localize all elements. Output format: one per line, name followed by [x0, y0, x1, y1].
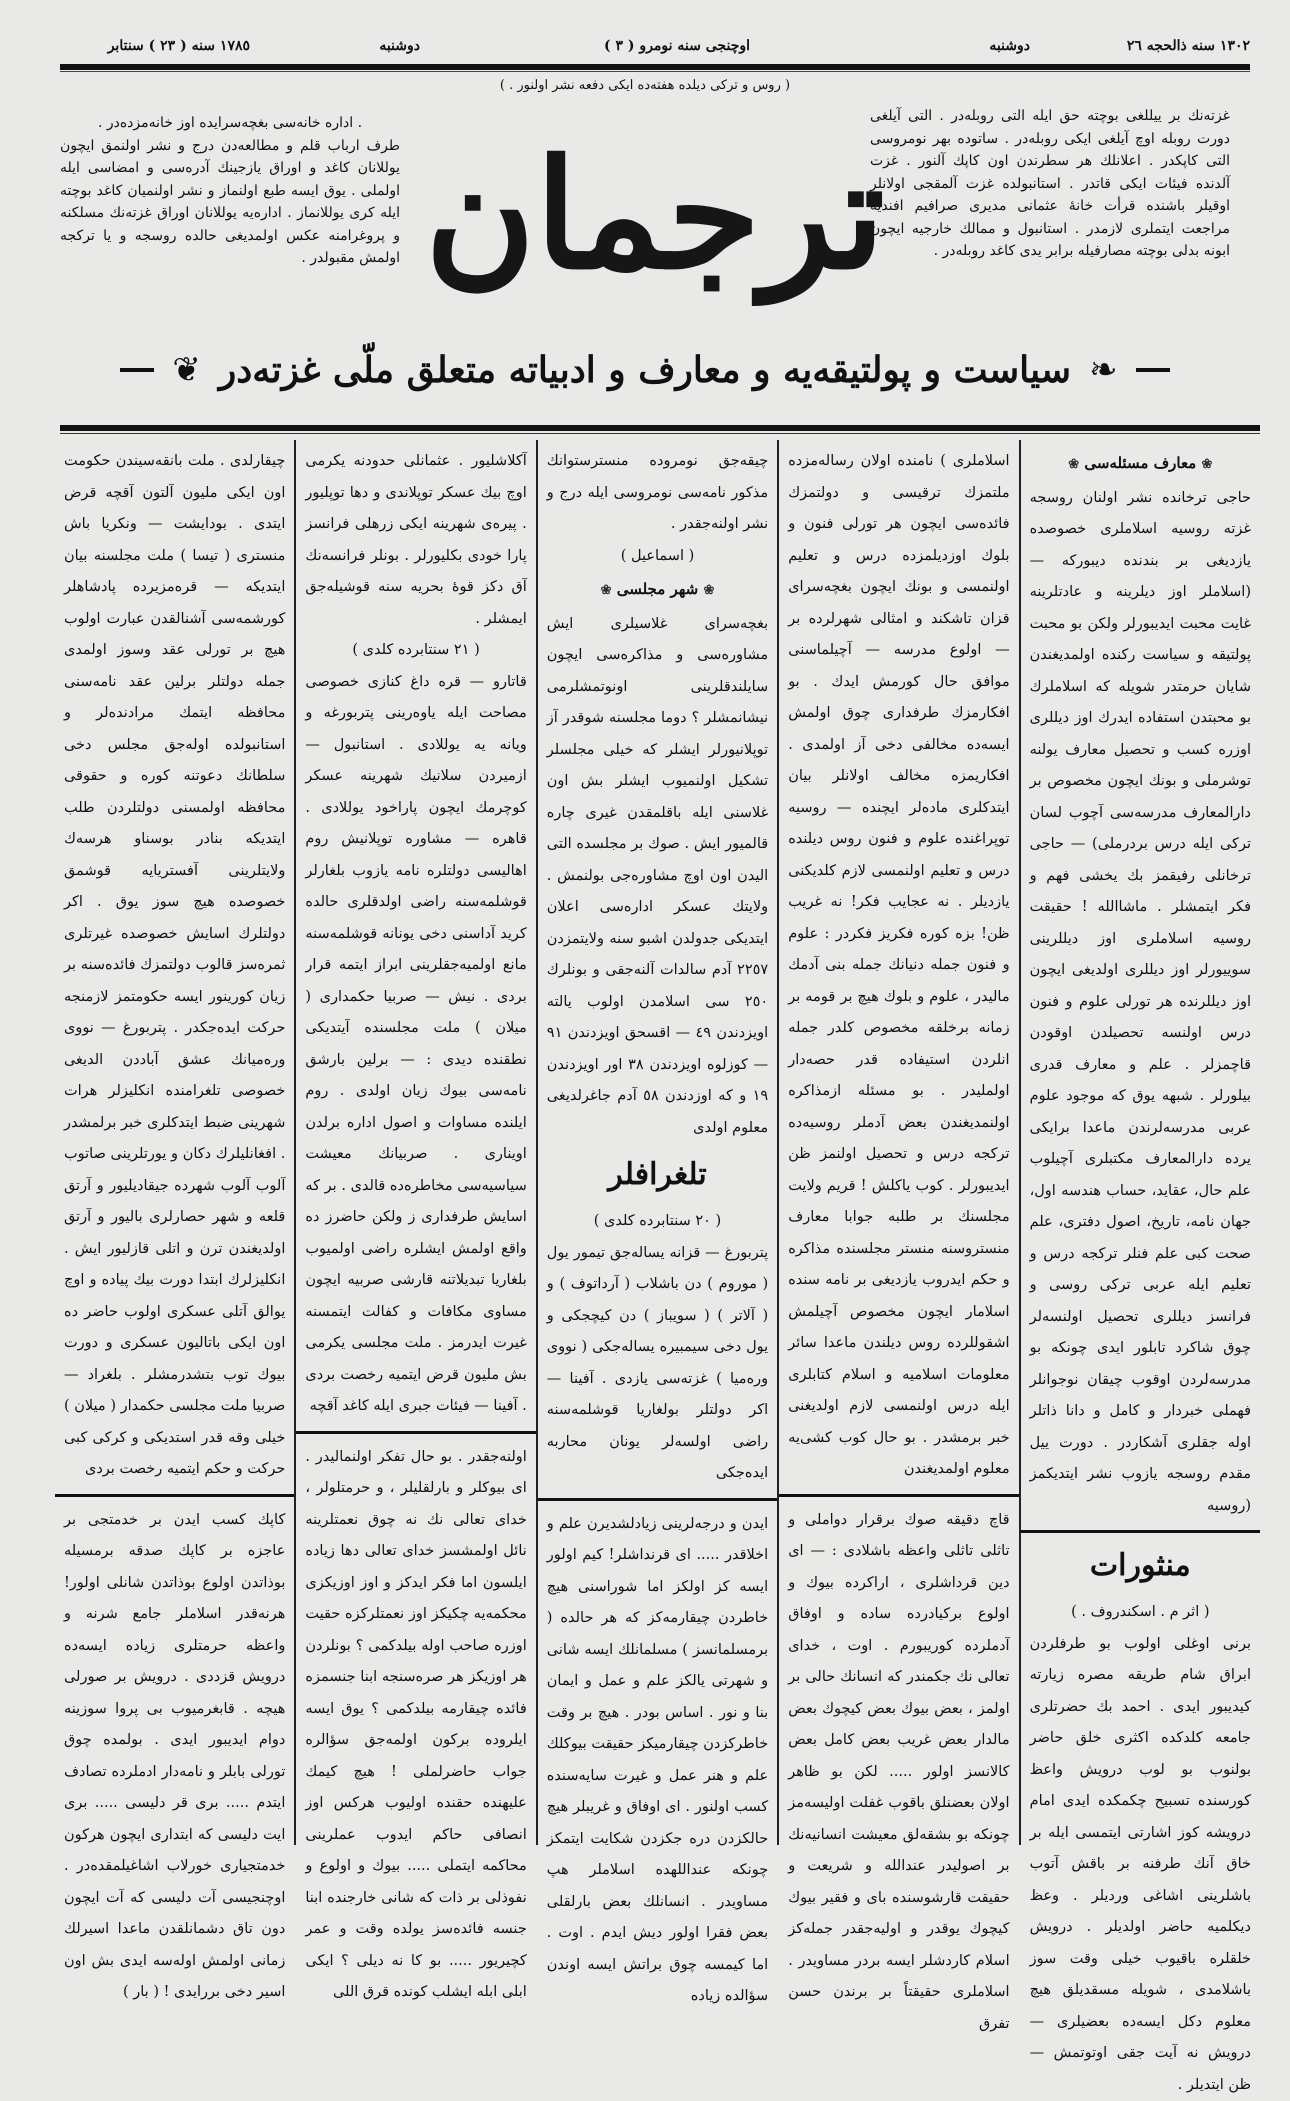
heading-text: معارف مسئله‌سی	[1084, 454, 1196, 472]
issue-number: اوچنجی سنه نومرو ( ٣ )	[604, 38, 750, 54]
column-2	[777, 440, 1018, 1845]
article-body: کاپك کسب ایدن بر خدمتجی بر عاجزه بر کاپك صدقه برمسیله بوذاتدن اولوع بوذاتدن شانلی اولور! هرنه‌قدر اسلاملر جامع شرنه و واعظه حرمتلری زیاده ایسه‌ده درویش قزددی . درویش بر صورلی هیچه . قابغرمیوب بی پروا سوزینه دوام ایدیبور ایدی . بولمده چوق تورلی بابلر و نامه‌دار ادملرده تصادف ایتدم ..... بری قر دلیسی ..... بری ایت دلیسی که ابتداری ایچون هرکون خدمتجیاری خورلاب اشاغیلمقده‌در . اوچنجیسی آت دلیسی که آت ایچون دون تاق دشمانلقدن ماعدا اسیرلك زمانی اولمش اوله‌سه ایدی بش اون اسیر دخی بررایدی ! ( بار )	[64, 1505, 285, 2009]
heading-text: شهر مجلسی	[617, 580, 699, 598]
ornament-bar-right	[1136, 368, 1170, 372]
weekday-right: دوشنبه	[989, 38, 1030, 54]
section-heading	[1030, 448, 1251, 481]
article-body: آکلاشلیور . عثمانلی حدودنه یکرمی اوچ بیك عسکر توپلاندی و دها توپلیور . پیره‌ی شهرینه ایکی زرهلی فرانسز پارا خودی بکلیورلر . بونلر فرانسه‌نك آق دکز قوهٔ بحریه سنه قوشیله‌جق ایمشلر .	[305, 446, 526, 635]
article-body: اولنه‌جقدر . بو حال تفکر اولنمالیدر . ای بیوکلر و بارلقلیلر ، و حرمتلولر ، خدای تعالی نك نه چوق نعمتلرینه نائل اولمشسز خدای تعالی دها زیاده ایلسون اما فکر ایدکز و اوز اوزیکزی محکمه‌یه چکیکز اوز نعمتلرکزه حقیت اوزره صاحب اوله بیلدکمی ؟ بونلردن هر اوزیکز هر صره‌سنجه ابنا جنسمزه فائده چیقارمه بیلدکمی ؟ یوق ایسه ایلروده برکون اولمه‌جق سؤالره جواب حاضرلملی ! هیچ کیمك علیهنده حقنده اولیوب هرکس اوز انصافی حاکم ایدوب عملرینی محاکمه ایتملی ..... بیوك و اولوع و نفوذلی بر ذات که شانی خارجنده ابنا جنسه فائده‌سز یولده وقت و عمر کچیریور ..... بو کا نه دیلی ؟ ایکی ابلی ابله ایشلب کونده قرق اللی	[305, 1442, 526, 2009]
article-body: بغچه‌سرای غلاسیلری ایش مشاوره‌سی و مذاکره‌سی ایچون سایلندقلرینی اونوتمشلرمی نیشانمشلر ؟ دوما مجلسنه شوقدر آز توپلانیورلر ایشلر که خیلی مجلسلر تشکیل اولنمیوب ایشلر بش اون غلاسنی ایله باقلمقدن غیری چاره قالمیور ایش . صوك بر مجلسده التی الیدن اون اوچ مشاوره‌جی بولنمش . ولایتك عسکر اداره‌سی اعلان ایتدیکی جدولدن اشبو سنه ولایتمزدن ٢٢٥٧ آدم سالدات آلنه‌جقی و بونلرك ٢٥٠ سی اسلامدن اولوب یالته اویزدندن ٤٩ — اقسحق اویزدندن ٩١ — کوزلوه اویزدندن ٣٨ اور اویزدندن ١٩ و که اوزدندن ٥٨ آدم جاغرلدیغی معلوم اولدی	[547, 609, 768, 1145]
article-body: چیقه‌جق نومروده منسترستوانك مذکور نامه‌سی نومروسی ایله درج و نشر اولنه‌جقدر .	[547, 446, 768, 541]
publication-note: ( روس و ترکی دیلده هفته‌ده ایکی دفعه نشر اولنور . )	[0, 78, 1290, 93]
article-body: برنی اوغلی اولوب بو طرفلردن ابراق شام طریقه مصره زیارته کیدیبور ایدی . احمد بك حضرتلری جامعه کلدکده اکثری خلق حاضر بولنوب بو لوب درویش واعظ کورسنده تسبیح چکمکده ایدی امام درویشه کوز اشارتی ایتمسی ایله بر خاق آنك طرفنه بر باقش آتوب باشلرینی اشاغی وردیلر . وعظ دیکلمیه حاضر اولدیلر . درویش خلقلره باقیوب خیلی وقت سوز باشلامدی ، شویله مسقدیلق هیچ معلوم دکل ایسه‌ده بعضیلری — درویش نه آیت جقی اوتوتمش — ظن ایتدیلر .	[1030, 1629, 1251, 2101]
office-address: . اداره خانه‌سی بغچه‌سرایده اوز خانه‌مزده‌در .	[60, 112, 400, 135]
column-divider	[55, 1494, 294, 1497]
article-body: قاچ دقیقه صوك برقرار دواملی و تاثلی تاثلی واعظه باشلادی : — ای دین قرداشلری ، اراکرده بیوك و اولوع برکیادرده ساده و اوفاق آدملرده کوریبورم . اوت ، خدای تعالی نك جکمندر که انسانك حالی بر اولمز ، بعض بیوك بعض کیچوك بعض مالدار بعض غریب بعض کامل بعض کالانسز اولور ..... لکن بو ظاهر اولان بعضنلق باقوب غفلت اولیسه‌مز چونکه بو بشقه‌لق معیشت انسانیه‌نك بر اصولیدر عندالله و شریعت و حقیقت قارشوسنده بای و فقیر بیوك کیچوك یوقدر و اولیه‌جقدر جمله‌کز اسلام کاردشلر ایسه بردر مساویدر . اسلاملری حقیقتاً بر برندن حسن تفرق	[788, 1505, 1009, 2041]
main-rule	[60, 425, 1260, 431]
column-3	[536, 440, 777, 1845]
newspaper-subtitle: سیاست و پولتیقه‌یه و معارف و ادبیاته متعلق ملّی غزته‌در	[219, 349, 1071, 391]
article-body: چیقارلدی . ملت بانقه‌سیندن حکومت اون ایکی ملیون آلتون آقچه قرض ایتدی . بودایشت — ونکریا باش منستری ( تیسا ) ملت مجلسنه بیان ایتدیکه — قره‌مزیرده پادشاهلر کورشمه‌سی آشنالقدن عبارت اولوب هیچ بر تورلی عقد وسوز اولمدی جمله دولتلر برلین عقد نامه‌سنی محافظه ایتمك مرادنده‌لر و استانبولده اوله‌جق مجلس دخی سلطانك دعوتنه کوره و حقوقی محافظه اولمسنی دولتلردن طلب ایتدیکه بنادر بوسناو هرسه‌ك ولایتلرینی آفستریایه قوشمق خصوصده هیچ سوز یوق . اکر دولتلرك اسایش خصوصده غیرتلری ثمره‌سز قالوب دولتمزك فائده‌سنه بر زیان کورینور ایسه حکومتمز لازمنجه حرکت ایده‌جکدر . پتربورغ — نووی وره‌میانك عشق آباددن الدیغی خصوصی تلغرامنده انکلیزلر هرات شهرینی ضبط ایتدکلری خبر برلمشدر . افغانلیلرك دکان و یورتلرینی صاتوب آلوب آلوب شهرده جیقادیلیور و آرتق قلعه و شهر حصارلری بالیور و آرتق اولدیغندن ترن و اتلی قازلیور ایش . انکلیزلرك ابتدا دورت بیك پیاده و اوچ یوالق آتلی عسکری اولوب حاضر ده اون ایکی باتالیون عسکری و دورت بیوك توب بتشدرمشلر . بلغراد — صربیا ملت مجلسی حکمدار ( میلان ) خیلی وقه قدر استدیکی و کرکی کبی حرکت و حکم ایتمیه رخصت بردی	[64, 446, 285, 1486]
header-left-notice	[60, 112, 400, 270]
column-divider	[779, 1494, 1018, 1497]
top-rule	[60, 64, 1250, 70]
telegrams-heading: تلغرافلر	[547, 1150, 768, 1200]
ornament-icon: ❀	[601, 583, 612, 598]
newspaper-title: ترجمان	[425, 140, 885, 290]
ornament-icon: ❀	[1068, 457, 1079, 472]
date-heading: ( ٢٠ سنتابرده کلدی )	[547, 1206, 768, 1238]
article-body: حاجی ترخانده نشر اولنان روسجه غزته روسیه اسلاملری خصوصده یازدیغی بر بندنده دیبورکه — (اسلاملر اوز دیلرینه و عادتلرینه غایت محبت ایدیبورلر ولکن بو محبت پولتیقه و سیاست رکنده اولمدیغندن شایان حرمتدر شویله که اسلاملرك بو محبتدن استفاده ایدرك اوز دیللری اوزره کسب و تحصیل معارف یولنه توشرملی و بونك ایچون مخصوص بر دارالمعارف مدرسه‌سی آچوب لسان ترکی ایله درس بردرملی) — حاجی ترخانلی رفیقمز بك یخشی فهم و فکر ایتمشلر . ماشاالله ! حقیقت روسیه اسلاملری اوز دیللرینی سوییورلر اوز دیللری اولدیغی ایچون اوز دیللرنده هر تورلی علوم و فنون درس اولنسه تحصیلدن اوقودن قاچمزلر . علم و معارف قدری بیلورلر . شبهه یوق که موجود علوم عربی مدرسه‌لرندن ماعدا برایکی یرده دارالمعارف مکتبلری آچیلوب علم حال، عقاید، حساب هندسه اول، جهان نامه، تاریخ، اصول دفتری، علم صحت کبی علم فنلر ترکجه درس و تعلیم ایله عربی ترکی روسی و فرانسز دیللری تحصیل اولنسه‌لر چوق شاکرد تابلور ایدی چونکه بو مدرسه‌لردن اوقوب چیقان نوجوانلر فهملی خبردار و کامل و دانا ذاتلر اوله جقلری آشکاردر . دورت ییل مقدم روسجه یازوب نشر ایتدیکمز (روسیه	[1030, 483, 1251, 1523]
submission-rules: طرف ارباب قلم و مطالعه‌دن درج و نشر اولنمق ایچون یوللانان کاغد و اوراق یازجینك آدره‌سی و امضاسی ایله اولملی . یوق ایسه طبع اولنماز و نشر اولنمیان کاغد بوچته ایله کری یوللانماز . اداره‌یه یوللانان اوراق غزته‌نك مسلکنه و پروغرامنه عکس اولمدیغی حالده روسجه و یا ترکجه اولمش مقبولدر .	[60, 135, 400, 270]
article-body: قاتارو — قره داغ کنازی خصوصی مصاحت ایله یاوه‌رینی پتربورغه و ویانه یه یوللادی . استانبول — ازمیردن سلانیك شهرینه عسکر کوچرمك ایچون پاراخود یوللادی . قاهره — مشاوره توپلانیش روم اهالیسی دولتلره نامه یازوب بلغارلر قوشلمه‌سنه راضی اولدقلری حالده کرید آداسنی دخی یونانه قوشلمه‌سنه مانع اولمیه‌جقلرینی ابراز ایتمه قرار بردی . نیش — صربیا حکمداری ( میلان ) ملت مجلسنده آیتدیکی نطقنده دیدی : — برلین بارشق نامه‌سی بیوك زیان اولدی . روم ایلنده مساوات و اصول اداره برلدن اویناری . صربیانك معیشت سیاسیه‌سی مخاطره‌ده قالدی . بر که اسایش طرفداری ز ولکن حاضرز ده واقع اولمش ایشلره راضی اولمیوب بلغاریا تبدیلاتنه قارشی صربیه ایچون مساوی مکافات و کفالت ایتمسنه غیرت ایدرمز . ملت مجلسی یکرمی بش ملیون قرض ایتمیه رخصت بردی . آفینا — فیئات جبری ایله کاغد آقچه	[305, 667, 526, 1423]
byline: ( اثر م . اسکندروف . )	[1030, 1597, 1251, 1629]
article-columns	[55, 440, 1260, 1845]
main-rule-thin	[60, 433, 1260, 434]
ornament-left-icon: ❦	[172, 350, 201, 390]
section-heading	[547, 574, 768, 607]
subtitle-band	[120, 335, 1170, 405]
top-rule-thin	[60, 71, 1250, 72]
weekday-left: دوشنبه	[379, 38, 420, 54]
column-divider	[538, 1498, 777, 1501]
ornament-right-icon: ❧	[1089, 350, 1118, 390]
ornament-icon: ❀	[1201, 457, 1212, 472]
article-body: اسلاملری ) نامنده اولان رساله‌مزده ملتمزك ترقیسی و دولتمزك فائده‌سی ایچون هر تورلی فنون و بلوك اوزدیلمزده درس و تعلیم اولنمسی و بونك ایچون بغچه‌سرای قزان تاشکند و امثالی شهرلرده بر — اولوع مدرسه — آچیلماسنی موافق حال کورمش ایدك . بو افکارمزك طرفداری چوق اولمش ایسه‌ده مخالفی دخی آز اولمدی . افکاریمزه مخالف اولانلر بیان ایتدکلری ماده‌لر ایچنده — روسیه توپراغنده علوم و فنون روس دیلنده درس و تعلیم اولنمسی لازم کلدیکنی یازدیلر . نه عجایب فکر! نه غریب ظن! بزه کوره فکریز فکردر : علوم و فنون جمله دنیانك جمله بنی آدمك مالیدر ، علوم و بلوك هیچ بر قومه بر زمانه برخلقه مخصوص کلدر جمله انلردن استیفاده قدر حصه‌دار اولملیدر . بو مسئله ازمذاکره اولنمدیغندن بعض آدملر روسیه‌ده ترکجه درس و تحصیل اولنمز ظن ایدیبورلر . کوب یاکلش ! قریم ولایت مجلسنك بر طلبه جوابا معارف منستروسنه منستر مجلسنده مذاکره و حکم ایدروب یازدیغی بر نامه سنده اسلامار ایچون مخصوص آچیلمش اشقوللرده روس دیلندن ماعدا سائر معلومات اسلامیه و اسلام کتابلری ایله درس اولنمسی لازم اولدیغنی خبر برمشدر . بو حال کوب کشی‌یه معلوم اولمدیغندن	[788, 446, 1009, 1486]
article-body: پتربورغ — قزانه یساله‌جق تیمور یول ( موروم ) دن باشلاب ( آرداتوف ) و ( آلاتر ) ( سویباز ) دن کیچجکی و یول دخی سیمبیره یساله‌جکی ( نووی وره‌میا ) غزته‌سی یازدی . آفینا — اکر دولتلر بولغاریا قوشلمه‌سنه راضی اولسه‌لر یونان محاربه ایده‌جکی	[547, 1238, 768, 1490]
column-4	[294, 440, 535, 1845]
column-divider	[1021, 1530, 1260, 1533]
section-calligraphy-heading: منثورات	[1030, 1541, 1251, 1591]
hijri-date: ١٣٠٢ سنه ذالحجه ٢٦	[1127, 38, 1250, 54]
header-right-subscription	[870, 105, 1230, 263]
signature: ( اسماعیل )	[547, 541, 768, 573]
gregorian-date: ١٧٨٥ سنه ( ٢٣ ) سنتابر	[108, 38, 250, 54]
ornament-icon: ❀	[704, 583, 715, 598]
column-5	[55, 440, 294, 1845]
article-body: ایدن و درجه‌لرینی زیادلشدیرن علم و اخلاقدر ..... ای قرنداشلر! کیم اولور ایسه کز اولکز اما شوراسنی هیچ خاطردن چیقارمه‌کز که هر حالده ( برمسلمانسز ) مسلمانلك ایسه شانی و شهرتی یالکز علم و عمل و ایمان بنا و نور . اساس بودر . هیچ بر وقت خاطرکزدن چیقارمیکز حقیقت بیوکلك علم و هنر عمل و غیرت سایه‌سنده کسب اولنور . ای اوفاق و غریبلر هیچ حالکزدن دره جکزدن شکایت ایتمکز چونکه عنداللهده اسلاملر هپ مساویدر . انسانلك بعض بارلقلی بعض فقرا اولور دیش ایدم . اوت . اما کیمسه چوق براتش ایسه اوندن سؤالده زیاده	[547, 1509, 768, 2013]
column-divider	[296, 1431, 535, 1434]
ornament-bar-left	[120, 368, 154, 372]
column-1	[1019, 440, 1260, 1845]
subscription-terms: غزته‌نك بر ییللغی بوچته حق ایله التی روبله‌در . التی آیلغی دورت روبله اوچ آیلغی ایکی روبله‌در . ساتوده بهر نومروسی التی کاپکدر . اعلانلك هر سطرندن اون کاپك آلنور . غزت آلدنده فیئات ایکی قاتدر . استانبولده غزت آلمقجی اولانلر اوقیلر باشنده قرأت خانهٔ عثمانی مدیری صرافیم افندیه مراجعت ایتملری لازمدر . استانبول و ممالك خارجیه ایچون ابونه بدلی بوچته مصارفیله برابر یدی کاغد روبله‌در .	[870, 105, 1230, 263]
masthead	[480, 115, 830, 315]
date-heading: ( ٢١ سنتابرده کلدی )	[305, 635, 526, 667]
